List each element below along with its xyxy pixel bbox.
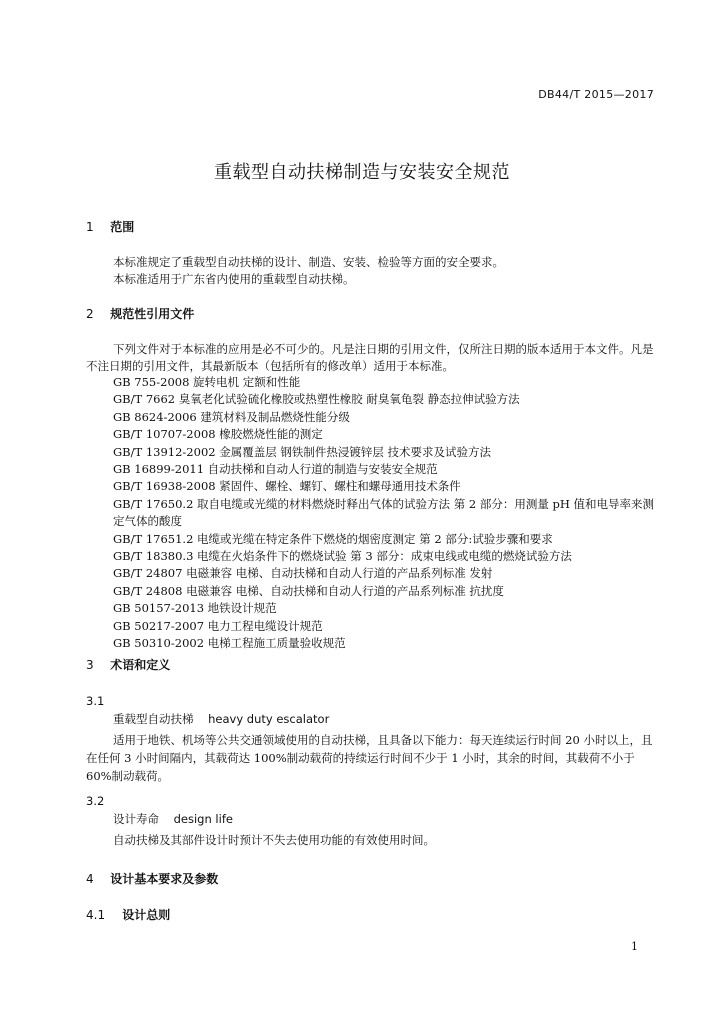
reference-list xyxy=(113,374,658,653)
section-title: 范围 xyxy=(110,220,135,234)
section-heading-3 xyxy=(86,656,170,673)
section-heading-1 xyxy=(86,218,134,235)
reference-item: GB/T 16938-2008 紧固件、螺栓、螺钉、螺柱和螺母通用技术条件 xyxy=(113,479,461,494)
section-number: 1 xyxy=(86,220,94,234)
reference-item: GB 50310-2002 电梯工程施工质量验收规范 xyxy=(113,636,346,651)
term-title: 重载型自动扶梯 heavy duty escalator xyxy=(113,712,330,726)
reference-item xyxy=(113,496,658,531)
term-number: 3.2 xyxy=(86,794,105,808)
document-title: 重载型自动扶梯制造与安装安全规范 xyxy=(214,162,510,183)
section-heading-4-1 xyxy=(86,906,170,923)
section-heading-4 xyxy=(86,870,218,887)
reference-item: GB 755-2008 旋转电机 定额和性能 xyxy=(113,375,301,389)
section-number: 4 xyxy=(86,872,94,886)
reference-item: GB 50157-2013 地铁设计规范 xyxy=(113,601,277,616)
references-intro: 下列文件对于本标准的应用是必不可少的。凡是注日期的引用文件，仅所注日期的版本适用于本文件。凡是不注日期的引用文件，其最新版本（包括所有的修改单）适用于本标准。 xyxy=(86,342,654,373)
term-title: 设计寿命 design life xyxy=(113,812,233,826)
scope-paragraph-2: 本标准适用于广东省内使用的重载型自动扶梯。 xyxy=(113,272,355,286)
reference-item: GB/T 24808 电磁兼容 电梯、自动扶梯和自动人行道的产品系列标准 抗扰度 xyxy=(113,583,504,598)
reference-item: GB 50217-2007 电力工程电缆设计规范 xyxy=(113,618,323,633)
reference-item: GB 16899-2011 自动扶梯和自动人行道的制造与安装安全规范 xyxy=(113,462,438,477)
section-title: 规范性引用文件 xyxy=(110,307,195,321)
section-number: 2 xyxy=(86,307,94,321)
reference-item: GB/T 24807 电磁兼容 电梯、自动扶梯和自动人行道的产品系列标准 发射 xyxy=(113,566,493,581)
reference-item: GB/T 18380.3 电缆在火焰条件下的燃烧试验 第 3 部分：成束电线或电缆的燃烧试验方法 xyxy=(113,549,572,564)
reference-item: GB/T 10707-2008 橡胶燃烧性能的测定 xyxy=(113,427,323,442)
scope-paragraph-1: 本标准规定了重载型自动扶梯的设计、制造、安装、检验等方面的安全要求。 xyxy=(113,255,504,269)
reference-text: GB/T 17650.2 取自电缆或光缆的材料燃烧时释出气体的试验方法 第 2 部分：用测量 pH 值和电导率来测定气体的酸度 xyxy=(113,496,655,529)
section-title: 设计基本要求及参数 xyxy=(110,872,219,886)
section-title: 设计总则 xyxy=(122,908,171,922)
section-number: 3 xyxy=(86,658,94,672)
reference-item: GB/T 13912-2002 金属覆盖层 钢铁制件热浸镀锌层 技术要求及试验方法 xyxy=(113,444,492,459)
term-number: 3.1 xyxy=(86,694,105,708)
section-number: 4.1 xyxy=(86,908,106,922)
page-number: 1 xyxy=(631,940,638,953)
reference-item: GB 8624-2006 建筑材料及制品燃烧性能分级 xyxy=(113,409,350,424)
reference-item: GB/T 7662 臭氧老化试验硫化橡胶或热塑性橡胶 耐臭氧龟裂 静态拉伸试验方法 xyxy=(113,392,520,407)
reference-item: GB/T 17651.2 电缆或光缆在特定条件下燃烧的烟密度测定 第 2 部分:试验步骤和要求 xyxy=(113,531,553,546)
term-definition: 自动扶梯及其部件设计时预计不失去使用功能的有效使用时间。 xyxy=(113,833,435,847)
term-definition: 适用于地铁、机场等公共交通领域使用的自动扶梯，且具备以下能力：每天连续运行时间 20 小时以上，且在任何 3 小时间隔内，其载荷达 100%制动载荷的持续运行时间不少于 1 小时，其余的时间，其载荷不小于 60%制动载荷。 xyxy=(86,733,653,783)
document-number: DB44/T 2015—2017 xyxy=(538,88,654,101)
section-title: 术语和定义 xyxy=(110,658,171,672)
section-heading-2 xyxy=(86,305,194,322)
